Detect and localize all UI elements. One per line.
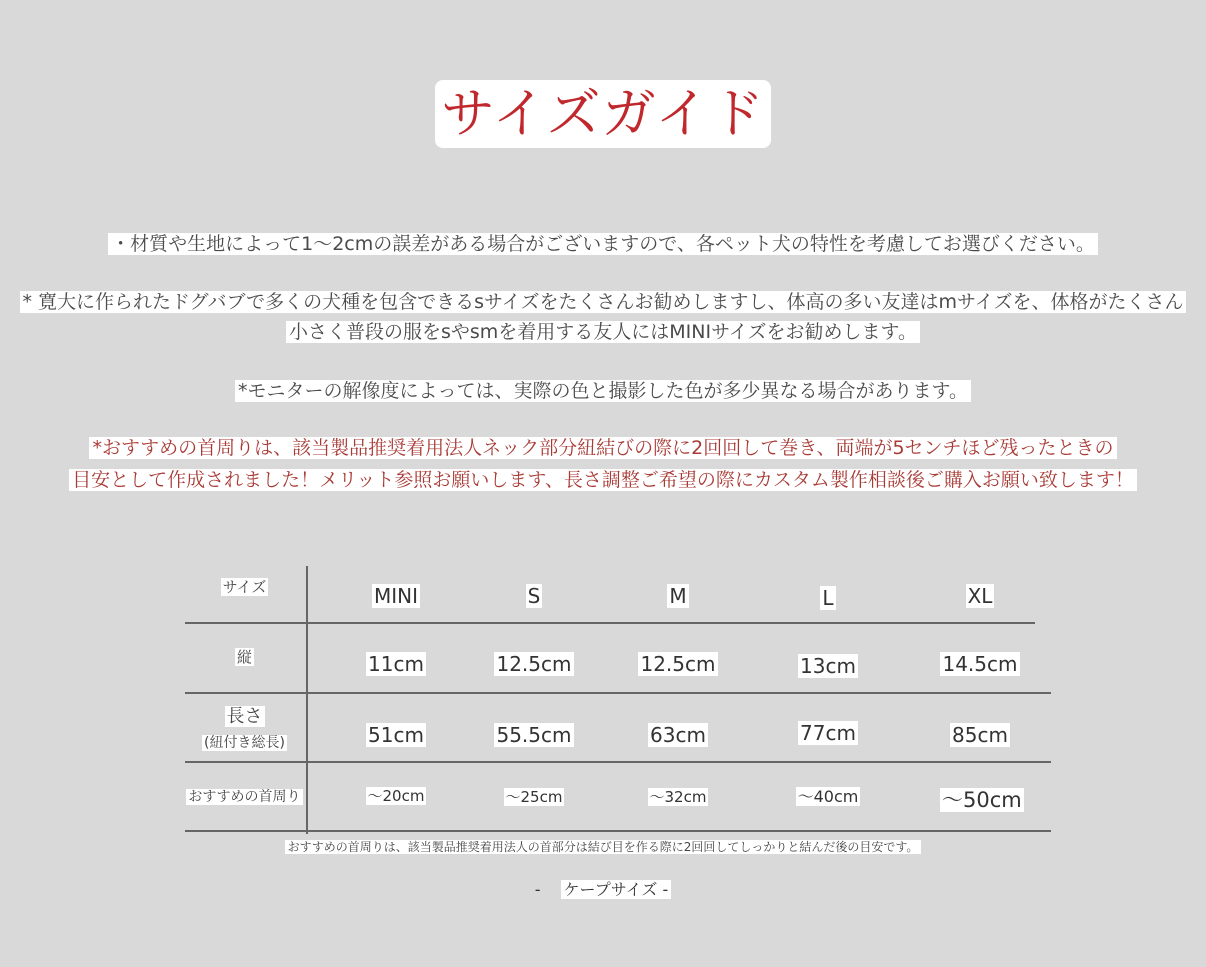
note-neck-2-text: 目安として作成されました！メリット参照お願いします、長さ調整ご希望の際にカスタム製作相談後ご購入お願い致します！ — [69, 469, 1137, 491]
table-cell-text: 51cm — [368, 723, 424, 747]
note-size-recommend-2-text: 小さく普段の服をsやsmを着用する友人にはMINIサイズをお勧めします。 — [286, 321, 920, 343]
table-cell-text: 85cm — [952, 723, 1008, 747]
table-cell-text: 〜32cm — [649, 788, 707, 806]
table-cell-text: 〜40cm — [797, 787, 859, 806]
note-neck-1-text: *おすすめの首周りは、該当製品推奨着用法人ネック部分紐結びの際に2回回して巻き、両端が5センチほど残ったときの — [89, 437, 1116, 459]
table-vertical-divider — [306, 566, 308, 834]
row-sublabel-length — [183, 732, 306, 752]
table-cell-text: 〜20cm — [367, 787, 425, 805]
note-size-recommend-1-text: * 寛大に作られたドグバブで多くの犬種を包含できるsサイズをたくさんお勧めしますし、体高の多い友達はmサイズを、体格がたくさん — [20, 291, 1187, 313]
cape-size-heading — [0, 877, 1206, 900]
table-cell — [788, 784, 868, 807]
col-header-l-text: L — [822, 586, 834, 610]
table-cell-text: 55.5cm — [496, 723, 572, 747]
note-error-margin — [0, 230, 1206, 258]
table-cell-text: 13cm — [800, 654, 856, 678]
table-cell-text: 14.5cm — [942, 652, 1018, 676]
table-divider-3 — [185, 761, 1051, 763]
table-cell — [356, 652, 436, 676]
table-header-label-text: サイズ — [222, 578, 267, 596]
cape-size-label: ケープサイズ - — [561, 880, 672, 899]
col-header-xl — [940, 584, 1020, 608]
row-label-neck-text: おすすめの首周り — [188, 789, 301, 805]
footnote-text: おすすめの首周りは、該当製品推奨着用法人の首部分は結び目を作る際に2回回してしっかりと結んだ後の目安です。 — [285, 840, 922, 854]
row-label-length-text: 長さ — [226, 706, 263, 727]
size-table — [183, 562, 1051, 834]
table-cell — [940, 723, 1020, 747]
col-header-m-text: M — [669, 584, 687, 608]
row-sublabel-length-text: (紐付き総長) — [204, 735, 285, 751]
table-cell — [494, 786, 574, 807]
table-divider-2 — [185, 692, 1051, 694]
cape-dash: - — [534, 880, 541, 899]
table-cell-text: 11cm — [368, 652, 424, 676]
note-monitor-text: *モニターの解像度によっては、実際の色と撮影した色が多少異なる場合があります。 — [235, 380, 971, 402]
table-cell-text: 63cm — [650, 723, 706, 747]
col-header-mini — [356, 584, 436, 608]
col-header-mini-text: MINI — [373, 584, 418, 608]
col-header-s — [494, 584, 574, 608]
col-header-s-text: S — [527, 584, 541, 608]
row-label-height-text: 縦 — [236, 648, 252, 666]
table-cell — [940, 784, 1020, 814]
table-cell-text: 12.5cm — [640, 652, 716, 676]
table-cell — [356, 723, 436, 747]
row-label-height — [183, 646, 306, 667]
page-title: サイズガイド — [435, 80, 771, 148]
col-header-xl-text: XL — [967, 584, 993, 608]
note-size-recommend-1 — [0, 288, 1206, 316]
table-cell — [638, 652, 718, 676]
table-cell — [788, 654, 868, 678]
table-cell-text: 〜50cm — [942, 788, 1022, 812]
table-cell — [788, 721, 868, 745]
col-header-l — [788, 586, 868, 610]
table-divider-1 — [185, 622, 1035, 624]
table-cell — [356, 785, 436, 806]
note-neck-2 — [0, 466, 1206, 494]
row-label-length — [183, 702, 306, 728]
title-wrap — [0, 80, 1206, 148]
table-cell — [940, 652, 1020, 676]
table-cell-text: 〜25cm — [505, 788, 563, 806]
col-header-m — [638, 584, 718, 608]
table-cell — [494, 652, 574, 676]
note-neck-1 — [0, 434, 1206, 462]
note-monitor — [0, 377, 1206, 405]
table-cell-text: 77cm — [800, 721, 856, 745]
table-cell-text: 12.5cm — [496, 652, 572, 676]
note-size-recommend-2 — [0, 318, 1206, 346]
table-cell — [638, 786, 718, 807]
table-cell — [494, 723, 574, 747]
note-error-margin-text: ・材質や生地によって1〜2cmの誤差がある場合がございますので、各ペット犬の特性を考慮してお選びください。 — [108, 233, 1098, 255]
table-cell — [638, 723, 718, 747]
table-divider-4 — [185, 830, 1051, 832]
row-label-neck — [183, 786, 306, 806]
table-header-label — [183, 576, 306, 597]
footnote — [0, 838, 1206, 855]
